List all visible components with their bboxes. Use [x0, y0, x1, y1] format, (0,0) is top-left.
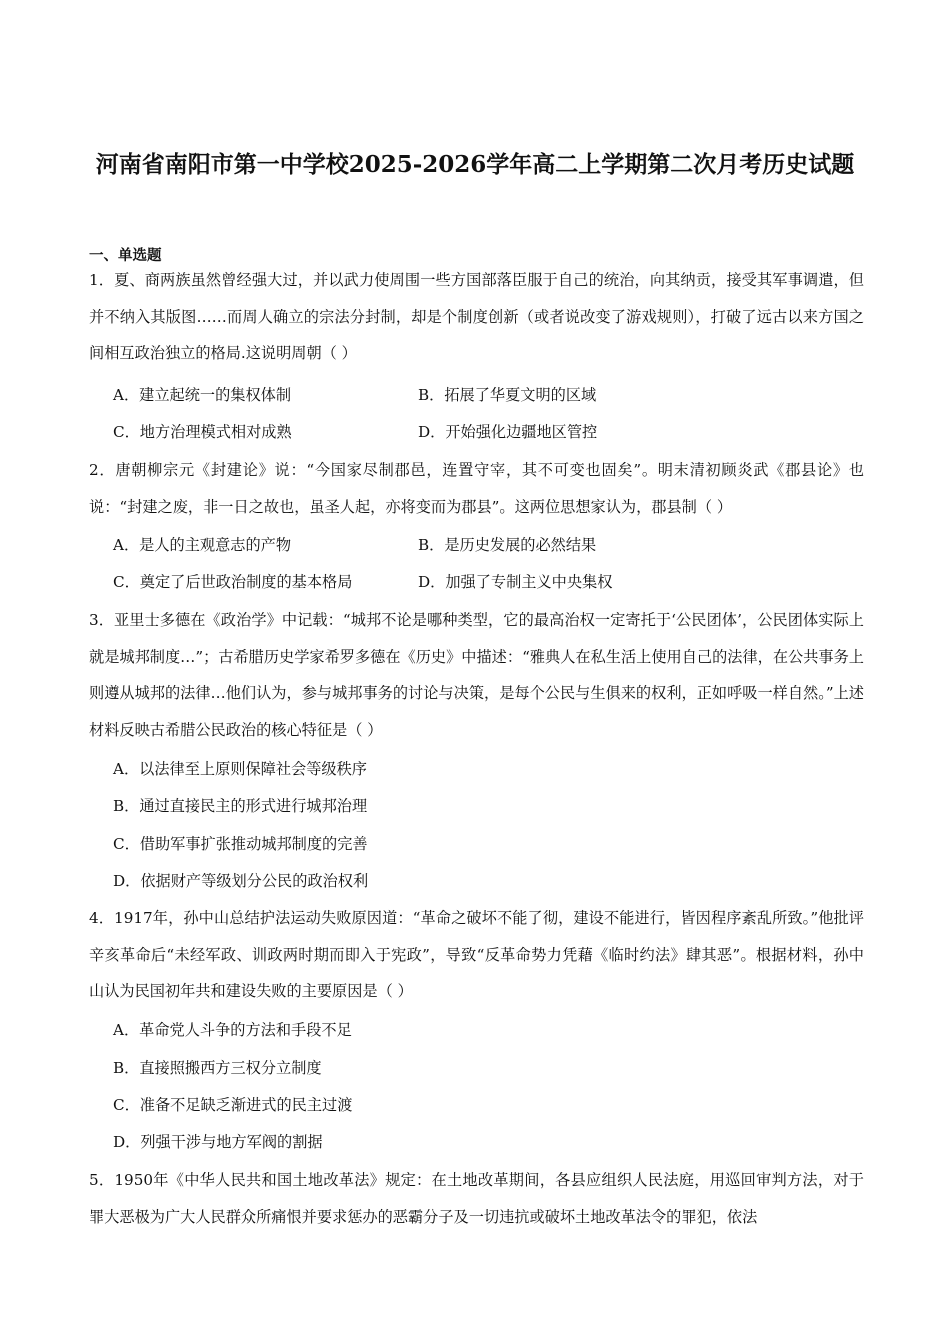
question-2-option-d: D．加强了专制主义中央集权: [418, 573, 613, 591]
question-4-option-d: D．列强干涉与地方军阀的割据: [113, 1133, 323, 1151]
question-2-option-a: A．是人的主观意志的产物: [113, 536, 292, 554]
question-3-stem: 3．亚里士多德在《政治学》中记载：“城邦不论是哪种类型，它的最高治权一定寄托于‘公民团体’，公民团体实际上就是城邦制度…”；古希腊历史学家希罗多德在《历史》中描述：“雅典人在私生活上使用自己的法律，在公共事务上则遵从城邦的法律…他们认为，参与城邦事务的讨论与决策，是每个公民与生俱来的权利，正如呼吸一样自然。”上述材料反映古希腊公民政治的核心特征是（ ）: [89, 611, 864, 739]
question-4-option-b: B．直接照搬西方三权分立制度: [113, 1059, 322, 1077]
question-2-stem: 2．唐朝柳宗元《封建论》说：“今国家尽制郡邑，连置守宰，其不可变也固矣”。明末清初顾炎武《郡县论》也说：“封建之废，非一日之故也，虽圣人起，亦将变而为郡县”。这两位思想家认为，郡县制（ ）: [89, 461, 864, 516]
question-4-option-a: A．革命党人斗争的方法和手段不足: [113, 1021, 352, 1039]
page-title: 河南省南阳市第一中学校2025-2026学年高二上学期第二次月考历史试题: [95, 151, 855, 178]
question-1-option-b: B．拓展了华夏文明的区域: [418, 386, 597, 404]
section-heading: 一、单选题: [89, 248, 162, 264]
question-4-stem: 4．1917年，孙中山总结护法运动失败原因道：“革命之破坏不能了彻，建设不能进行，皆因程序紊乱所致。”他批评辛亥革命后“未经军政、训政两时期而即入于宪政”，导致“反革命势力凭藉《临时约法》肆其恶”。根据材料，孙中山认为民国初年共和建设失败的主要原因是（ ）: [89, 909, 864, 1000]
question-4-option-c: C．准备不足缺乏渐进式的民主过渡: [113, 1096, 353, 1114]
question-3-option-a: A．以法律至上原则保障社会等级秩序: [113, 760, 367, 778]
question-5-stem: 5．1950年《中华人民共和国土地改革法》规定：在土地改革期间，各县应组织人民法庭，用巡回审判方法，对于罪大恶极为广大人民群众所痛恨并要求惩办的恶霸分子及一切违抗或破坏土地改革法令的罪犯，依法: [89, 1171, 864, 1226]
question-1-stem: 1．夏、商两族虽然曾经强大过，并以武力使周围一些方国部落臣服于自己的统治，向其纳贡，接受其军事调遣，但并不纳入其版图……而周人确立的宗法分封制，却是个制度创新（或者说改变了游戏规则），打破了远古以来方国之间相互政治独立的格局.这说明周朝（ ）: [89, 271, 864, 362]
question-2-option-c: C．奠定了后世政治制度的基本格局: [113, 573, 353, 591]
question-1-option-a: A．建立起统一的集权体制: [113, 386, 292, 404]
question-3-option-b: B．通过直接民主的形式进行城邦治理: [113, 797, 368, 815]
question-1-option-d: D．开始强化边疆地区管控: [418, 423, 598, 441]
question-3-option-c: C．借助军事扩张推动城邦制度的完善: [113, 835, 368, 853]
question-3-option-d: D．依据财产等级划分公民的政治权利: [113, 872, 369, 890]
question-1-option-c: C．地方治理模式相对成熟: [113, 423, 292, 441]
question-2-option-b: B．是历史发展的必然结果: [418, 536, 597, 554]
